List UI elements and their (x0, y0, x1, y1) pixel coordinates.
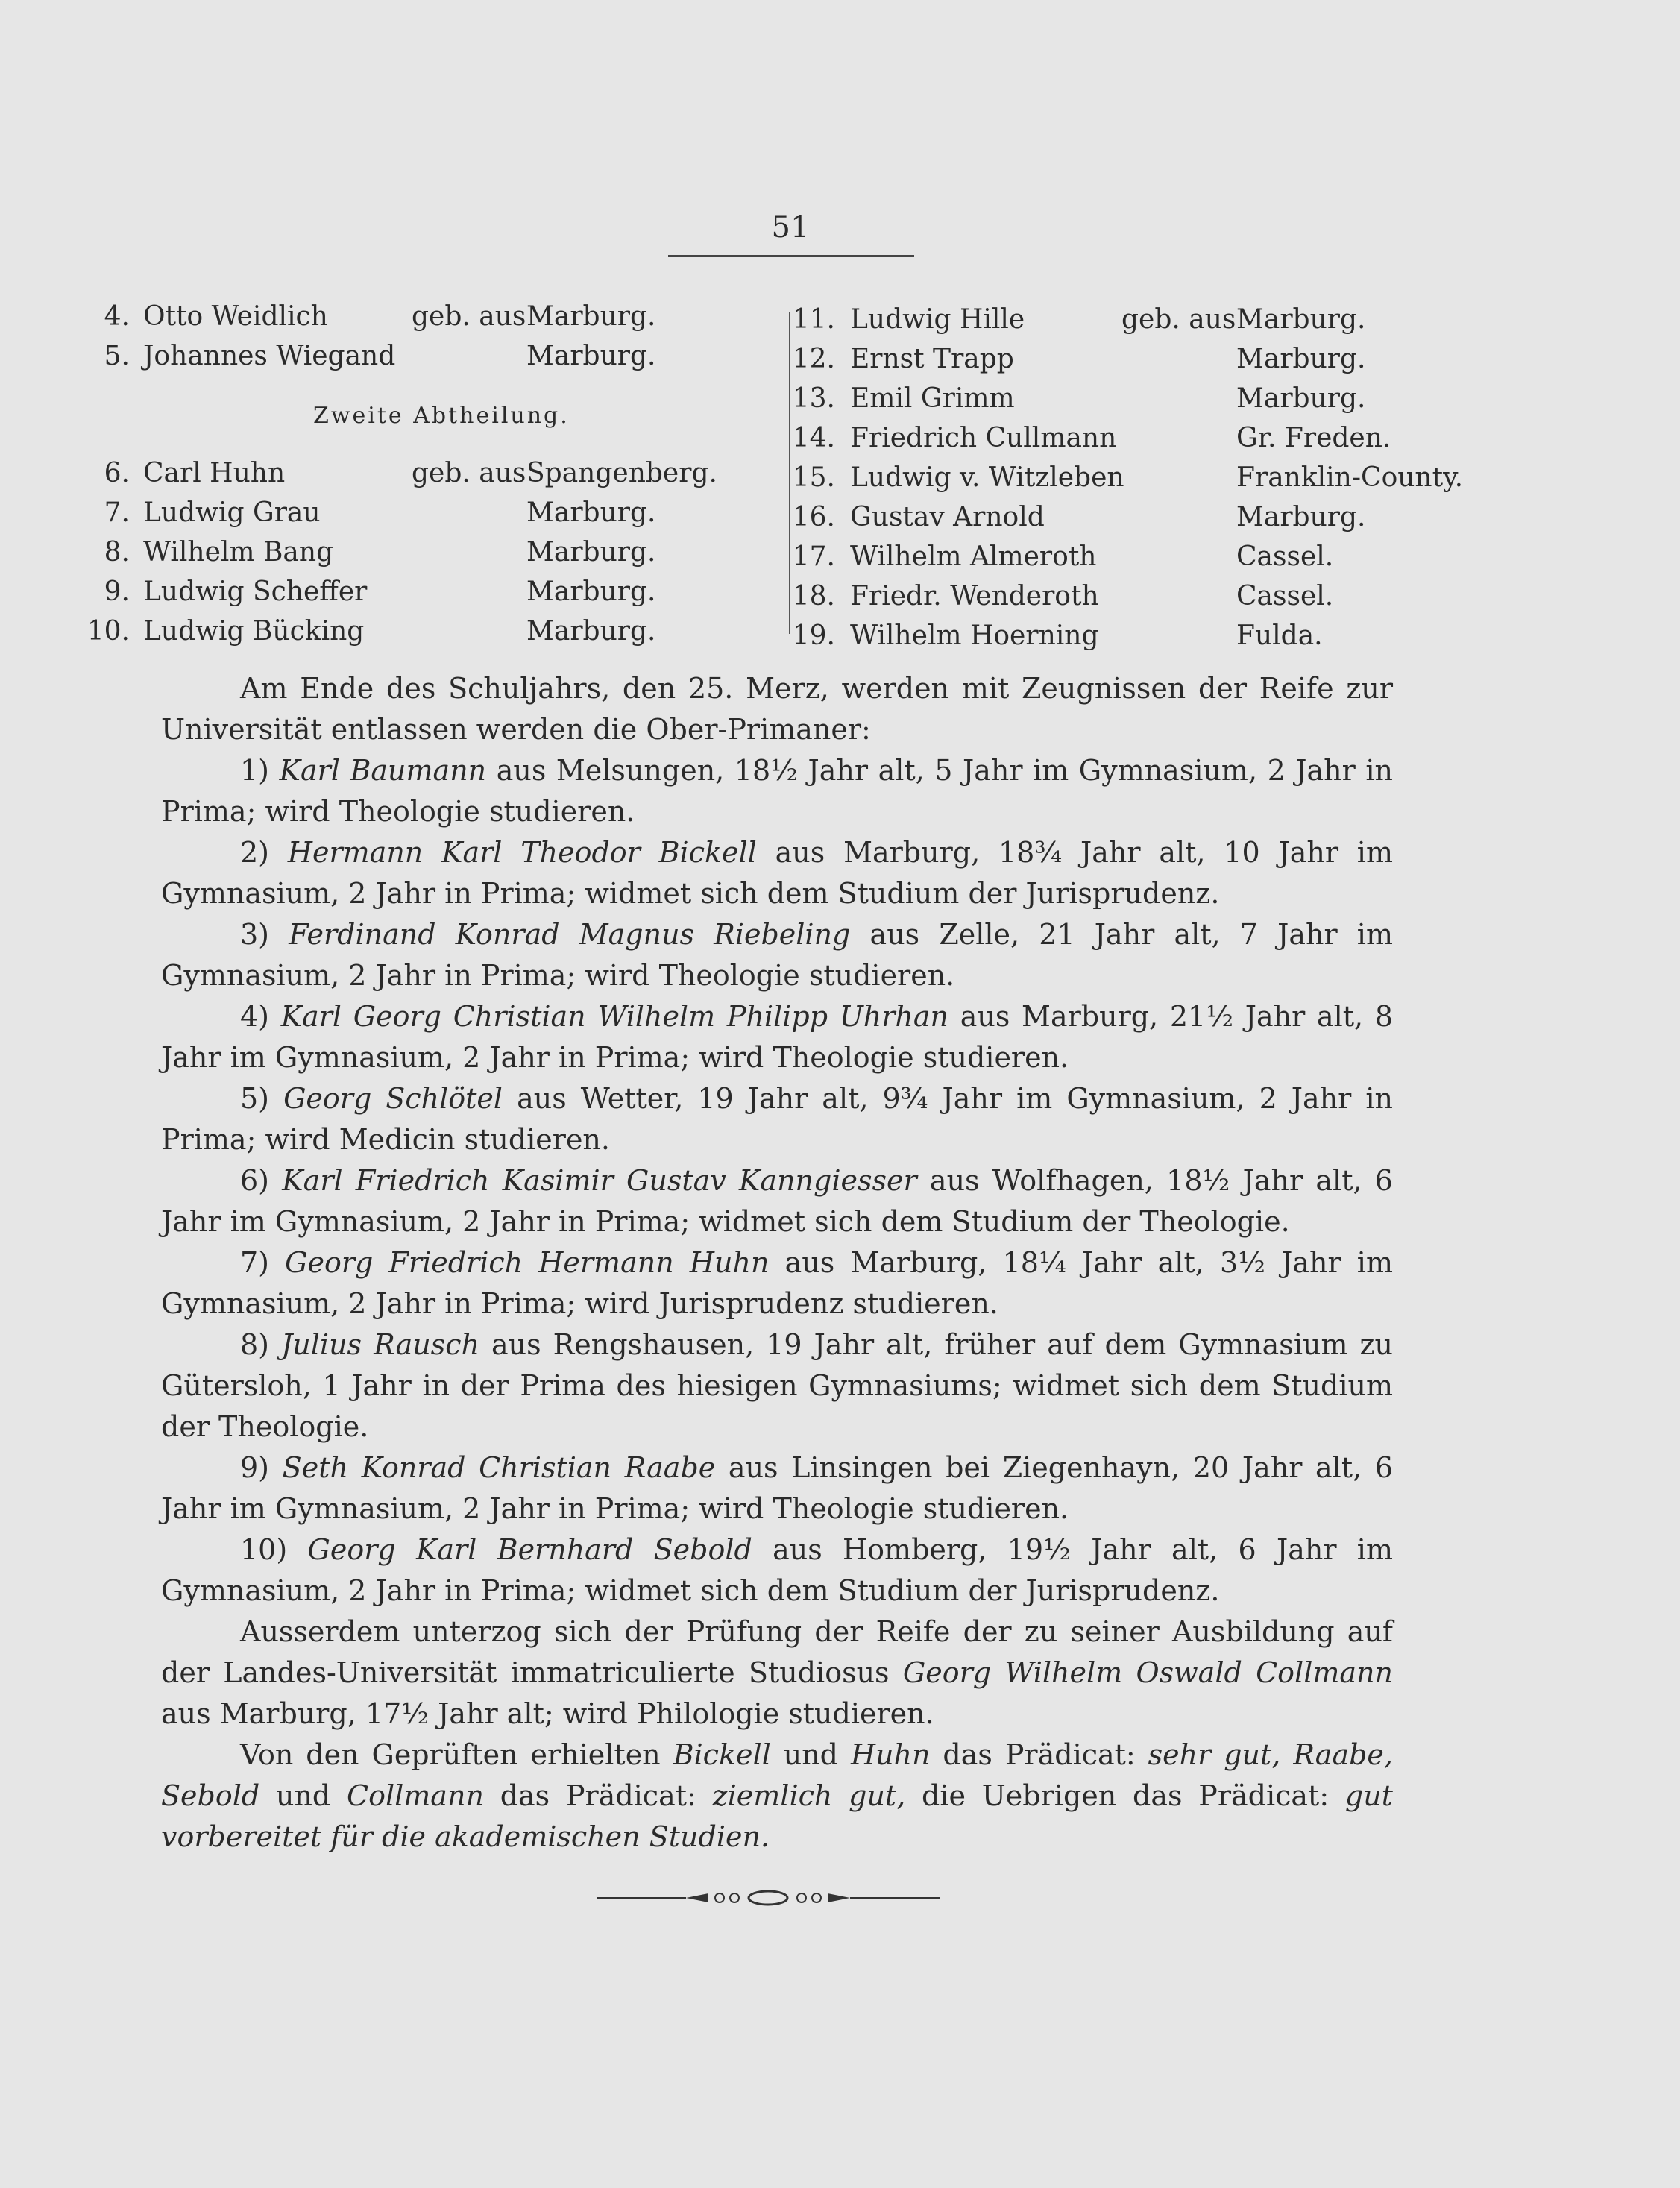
graduate-entry (161, 750, 1393, 832)
student-row (790, 616, 1462, 656)
student-origin: Marburg. (526, 616, 656, 647)
graduate-name: Georg Karl Bernhard Sebold (307, 1533, 752, 1566)
graduate-number: 7) (240, 1246, 270, 1279)
student-row (790, 418, 1462, 458)
student-row (75, 572, 746, 612)
student-origin: Fulda. (1236, 620, 1323, 651)
student-name: Ludwig Hille (850, 304, 1025, 335)
student-number: 11. (792, 304, 835, 335)
student-name: Wilhelm Hoerning (850, 620, 1099, 651)
graduate-details: aus Linsingen bei Ziegenhayn, 20 Jahr alt, 6 Jahr im Gymnasium, 2 Jahr in Prima; wird Theologie studieren. (161, 1451, 1393, 1525)
student-number: 7. (104, 497, 130, 528)
section-subheading: Zweite Abtheilung. (313, 403, 570, 429)
student-origin: Marburg. (526, 537, 656, 568)
graduate-name: Karl Georg Christian Wilhelm Philipp Uhrhan (280, 1000, 948, 1033)
final-t6: die Uebrigen das Prädicat: (905, 1779, 1345, 1812)
right-student-list (790, 300, 1462, 656)
student-name: Wilhelm Almeroth (850, 541, 1097, 572)
origin-prefix: geb. aus (412, 301, 526, 332)
graduate-name: Georg Friedrich Hermann Huhn (285, 1246, 770, 1279)
graduate-entry (161, 1324, 1393, 1447)
student-name: Friedrich Cullmann (850, 423, 1117, 453)
graduate-name: Georg Schlötel (283, 1082, 503, 1115)
final-i5: ziemlich gut, (712, 1779, 906, 1812)
graduate-name: Karl Baumann (279, 754, 487, 787)
end-ornament (597, 1887, 940, 1909)
student-name: Emil Grimm (850, 383, 1015, 414)
student-origin: Gr. Freden. (1236, 423, 1391, 453)
student-name: Ludwig Bücking (143, 616, 365, 647)
graduate-details: aus Zelle, 21 Jahr alt, 7 Jahr im Gymnasium, 2 Jahr in Prima; wird Theologie studieren. (161, 918, 1393, 992)
graduate-entry (161, 1447, 1393, 1530)
student-number: 16. (792, 502, 835, 532)
student-number: 15. (792, 462, 835, 493)
final-i1: Bickell (673, 1738, 771, 1771)
student-origin: Marburg. (1236, 383, 1366, 414)
student-name: Ludwig Grau (143, 497, 321, 528)
graduate-details: aus Wetter, 19 Jahr alt, 9¾ Jahr im Gymnasium, 2 Jahr in Prima; wird Medicin studieren. (161, 1082, 1393, 1156)
graduate-name: Seth Konrad Christian Raabe (282, 1451, 716, 1484)
student-row (790, 339, 1462, 379)
intro-paragraph: Am Ende des Schuljahrs, den 25. Merz, werden mit Zeugnissen der Reife zur Universität entlassen werden die Ober-Primaner: (161, 672, 1393, 746)
left-student-list-a (75, 297, 746, 376)
student-origin: Marburg. (1236, 304, 1366, 335)
origin-prefix: geb. aus (412, 458, 526, 488)
student-origin: Marburg. (526, 576, 656, 607)
graduate-details: aus Rengshausen, 19 Jahr alt, früher auf dem Gymnasium zu Gütersloh, 1 Jahr in der Prima des hiesigen Gymnasiums; widmet sich dem Studium der Theologie. (161, 1328, 1393, 1443)
graduate-entry (161, 1160, 1393, 1242)
student-row (75, 297, 746, 336)
extra-paragraph (161, 1612, 1393, 1735)
student-number: 12. (792, 344, 835, 374)
graduate-number: 9) (240, 1451, 270, 1484)
student-name: Friedr. Wenderoth (850, 581, 1099, 612)
graduate-number: 4) (240, 1000, 270, 1033)
student-row (75, 493, 746, 532)
student-number: 8. (104, 537, 130, 568)
student-origin: Marburg. (1236, 344, 1366, 374)
student-number: 19. (792, 620, 835, 651)
header-rule (668, 255, 914, 257)
graduate-number: 5) (240, 1082, 270, 1115)
student-name: Gustav Arnold (850, 502, 1045, 532)
final-paragraph (161, 1735, 1393, 1858)
graduate-entry (161, 1530, 1393, 1612)
student-number: 9. (104, 576, 130, 607)
graduate-details: aus Marburg, 21½ Jahr alt, 8 Jahr im Gymnasium, 2 Jahr in Prima; wird Theologie studieren. (161, 1000, 1393, 1074)
graduate-number: 8) (240, 1328, 270, 1361)
graduate-entry (161, 1078, 1393, 1160)
graduate-name: Karl Friedrich Kasimir Gustav Kanngiesser (282, 1164, 917, 1197)
student-row (75, 453, 746, 493)
graduate-number: 3) (240, 918, 270, 951)
student-origin: Cassel. (1236, 581, 1334, 612)
graduate-number: 6) (240, 1164, 270, 1197)
final-t3: das Prädicat: (930, 1738, 1148, 1771)
student-origin: Marburg. (526, 497, 656, 528)
final-i2: Huhn (850, 1738, 931, 1771)
graduate-name: Hermann Karl Theodor Bickell (287, 836, 757, 869)
student-row (790, 576, 1462, 616)
final-i4: Collmann (347, 1779, 484, 1812)
student-row (790, 458, 1462, 497)
student-row (75, 336, 746, 376)
graduate-details: aus Marburg, 18¼ Jahr alt, 3½ Jahr im Gymnasium, 2 Jahr in Prima; wird Jurisprudenz studieren. (161, 1246, 1393, 1320)
final-t4: und (259, 1779, 347, 1812)
student-origin: Franklin-County. (1236, 462, 1464, 493)
student-name: Ludwig v. Witzleben (850, 462, 1124, 493)
student-row (75, 532, 746, 572)
student-name: Ludwig Scheffer (143, 576, 368, 607)
student-name: Johannes Wiegand (143, 341, 396, 371)
final-i3: sehr gut, Raabe, Sebold (161, 1738, 1394, 1812)
final-i6: gut vorbereitet für die akademischen Studien. (161, 1779, 1393, 1853)
student-row (75, 612, 746, 651)
student-origin: Marburg. (1236, 502, 1366, 532)
extra-text-2: aus Marburg, 17½ Jahr alt; wird Philologie studieren. (161, 1697, 934, 1730)
student-origin: Cassel. (1236, 541, 1334, 572)
graduate-entry (161, 1242, 1393, 1324)
student-number: 18. (792, 581, 835, 612)
student-row (790, 379, 1462, 418)
graduate-number: 10) (240, 1533, 288, 1566)
graduate-details: aus Homberg, 19½ Jahr alt, 6 Jahr im Gymnasium, 2 Jahr in Prima; widmet sich dem Studium der Jurisprudenz. (161, 1533, 1393, 1607)
graduate-entry (161, 914, 1393, 996)
student-number: 5. (104, 341, 130, 371)
graduate-details: aus Marburg, 18¾ Jahr alt, 10 Jahr im Gymnasium, 2 Jahr in Prima; widmet sich dem Studium der Jurisprudenz. (161, 836, 1393, 910)
final-t5: das Prädicat: (483, 1779, 713, 1812)
graduate-name: Ferdinand Konrad Magnus Riebeling (289, 918, 851, 951)
student-number: 17. (792, 541, 835, 572)
student-origin: Spangenberg. (526, 458, 717, 488)
graduate-details: aus Melsungen, 18½ Jahr alt, 5 Jahr im Gymnasium, 2 Jahr in Prima; wird Theologie studieren. (161, 754, 1393, 828)
graduate-number: 1) (240, 754, 270, 787)
extra-text-1: Ausserdem unterzog sich der Prüfung der Reife der zu seiner Ausbildung auf der Landes-Universität immatriculierte Studiosus (161, 1615, 1393, 1689)
student-row (790, 537, 1462, 576)
student-number: 6. (104, 458, 130, 488)
graduates-list (161, 750, 1393, 1612)
page-number: 51 (771, 210, 810, 245)
student-name: Otto Weidlich (143, 301, 328, 332)
student-row (790, 497, 1462, 537)
student-name: Wilhelm Bang (143, 537, 334, 568)
graduate-details: aus Wolfhagen, 18½ Jahr alt, 6 Jahr im Gymnasium, 2 Jahr in Prima; widmet sich dem Studium der Theologie. (161, 1164, 1393, 1238)
student-origin: Marburg. (526, 301, 656, 332)
graduate-name: Julius Rausch (281, 1328, 479, 1361)
student-number: 4. (104, 301, 130, 332)
student-origin: Marburg. (526, 341, 656, 371)
student-number: 13. (792, 383, 835, 414)
left-student-list-b (75, 453, 746, 651)
student-name: Ernst Trapp (850, 344, 1014, 374)
extra-name: Georg Wilhelm Oswald Collmann (902, 1656, 1393, 1689)
origin-prefix: geb. aus (1121, 304, 1236, 335)
student-number: 14. (792, 423, 835, 453)
graduate-entry (161, 996, 1393, 1078)
final-t2: und (770, 1738, 851, 1771)
student-number: 10. (86, 616, 130, 647)
final-t1: Von den Geprüften erhielten (240, 1738, 673, 1771)
main-text (161, 668, 1393, 1858)
graduate-entry (161, 832, 1393, 914)
student-row (790, 300, 1462, 339)
student-name: Carl Huhn (143, 458, 286, 488)
graduate-number: 2) (240, 836, 270, 869)
